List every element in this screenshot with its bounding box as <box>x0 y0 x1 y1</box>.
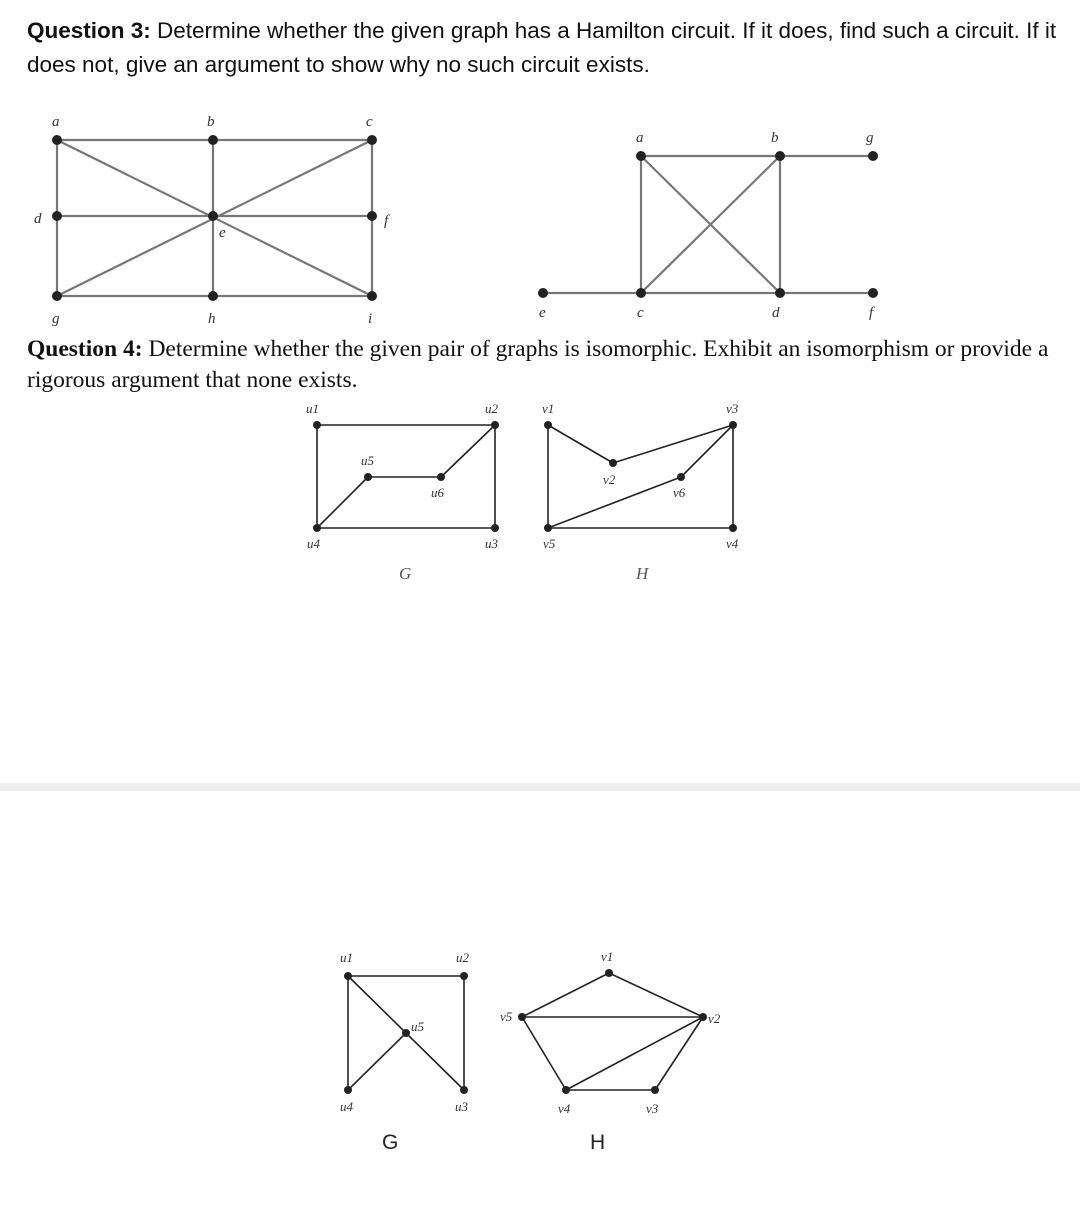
label-b: b <box>771 130 779 146</box>
label-e: e <box>219 225 226 241</box>
vertex-u6 <box>437 473 445 481</box>
vertex-a <box>636 151 646 161</box>
q4-pair-1-graph-H <box>542 401 739 583</box>
vertex-u5 <box>402 1029 410 1037</box>
edge-v2-v4 <box>566 1017 703 1090</box>
label-v1: v1 <box>542 401 555 416</box>
q3-graph-1-vertices <box>52 135 377 301</box>
vertex-h <box>208 291 218 301</box>
label-u2: u2 <box>485 401 498 416</box>
vertex-g <box>868 151 878 161</box>
vertex-v2 <box>609 459 617 467</box>
label-u2: u2 <box>456 950 469 965</box>
caption-G: G <box>382 1131 399 1154</box>
label-c: c <box>366 114 373 130</box>
vertex-v5 <box>518 1013 526 1021</box>
vertex-u4 <box>313 524 321 532</box>
label-v2: v2 <box>708 1011 721 1026</box>
vertex-v1 <box>605 969 613 977</box>
edge-v1-v2 <box>609 973 703 1017</box>
edge-u5-u4 <box>348 1033 406 1090</box>
vertex-u3 <box>491 524 499 532</box>
vertex-v4 <box>562 1086 570 1094</box>
label-i: i <box>368 311 373 327</box>
caption-H: H <box>636 564 649 583</box>
vertex-v4 <box>729 524 737 532</box>
q4-pair-1-graph-G <box>306 401 499 583</box>
label-c: c <box>637 305 644 321</box>
label-u3: u3 <box>455 1099 468 1114</box>
label-v3: v3 <box>726 401 739 416</box>
label-v6: v6 <box>673 485 686 500</box>
edge-v1-v2 <box>548 425 613 463</box>
label-d: d <box>772 305 780 321</box>
label-v3: v3 <box>646 1101 659 1116</box>
vertex-d <box>52 211 62 221</box>
label-g: g <box>866 130 874 146</box>
vertex-b <box>775 151 785 161</box>
label-u6: u6 <box>431 485 444 500</box>
label-h: h <box>208 311 216 327</box>
caption-H: H <box>590 1131 606 1154</box>
label-a: a <box>52 114 60 130</box>
vertex-f <box>868 288 878 298</box>
vertex-u1 <box>313 421 321 429</box>
vertex-v2 <box>699 1013 707 1021</box>
vertex-u4 <box>344 1086 352 1094</box>
label-u1: u1 <box>340 950 353 965</box>
label-u4: u4 <box>307 536 320 551</box>
label-d: d <box>34 211 42 227</box>
vertex-u1 <box>344 972 352 980</box>
vertex-c <box>636 288 646 298</box>
vertex-e <box>538 288 548 298</box>
vertex-v6 <box>677 473 685 481</box>
vertex-u2 <box>491 421 499 429</box>
vertex-a <box>52 135 62 145</box>
edge-u2-u6 <box>441 425 495 477</box>
label-v5: v5 <box>543 536 556 551</box>
label-e: e <box>539 305 546 321</box>
vertex-v5 <box>544 524 552 532</box>
label-v1: v1 <box>601 949 614 964</box>
vertex-u2 <box>460 972 468 980</box>
label-b: b <box>207 114 215 130</box>
q3-graph-2 <box>538 130 878 321</box>
q3-graph-2-vertices <box>538 151 878 298</box>
question-3-title: Question 3: <box>27 18 151 43</box>
q4-pair-2-graph-G <box>340 950 470 1154</box>
vertex-f <box>367 211 377 221</box>
edge-v2-v3 <box>655 1017 703 1090</box>
edge-v5-v4 <box>522 1017 566 1090</box>
label-v2: v2 <box>603 472 616 487</box>
vertex-v3 <box>651 1086 659 1094</box>
label-v5: v5 <box>500 1009 513 1024</box>
question-4-title: Question 4: <box>27 336 143 362</box>
vertex-b <box>208 135 218 145</box>
vertex-g <box>52 291 62 301</box>
vertex-c <box>367 135 377 145</box>
vertex-d <box>775 288 785 298</box>
edge-u5-u4 <box>317 477 368 528</box>
label-u1: u1 <box>306 401 319 416</box>
q4-pair-2-graph-H <box>500 949 721 1154</box>
label-u4: u4 <box>340 1099 353 1114</box>
label-f: f <box>384 213 389 229</box>
label-u5: u5 <box>361 453 374 468</box>
vertex-u3 <box>460 1086 468 1094</box>
caption-G: G <box>399 564 412 583</box>
question-3-body: Determine whether the given graph has a Hamilton circuit. If it does, find such a circuit. If it does not, give an argument to show why no such circuit exists. <box>27 18 1057 77</box>
q3-graph-2-edges <box>543 156 873 293</box>
label-v4: v4 <box>558 1101 571 1116</box>
vertex-v3 <box>729 421 737 429</box>
vertex-u5 <box>364 473 372 481</box>
vertex-i <box>367 291 377 301</box>
label-a: a <box>636 130 644 146</box>
label-g: g <box>52 311 60 327</box>
label-u5: u5 <box>411 1019 424 1034</box>
vertex-e <box>208 211 218 221</box>
label-v4: v4 <box>726 536 739 551</box>
q3-graph-1 <box>34 114 390 327</box>
vertex-v1 <box>544 421 552 429</box>
question-4-body: Determine whether the given pair of graphs is isomorphic. Exhibit an isomorphism or provide a rigorous argument that none exists. <box>27 336 1049 393</box>
label-f: f <box>869 305 874 321</box>
edge-v1-v5 <box>522 973 609 1017</box>
label-u3: u3 <box>485 536 498 551</box>
